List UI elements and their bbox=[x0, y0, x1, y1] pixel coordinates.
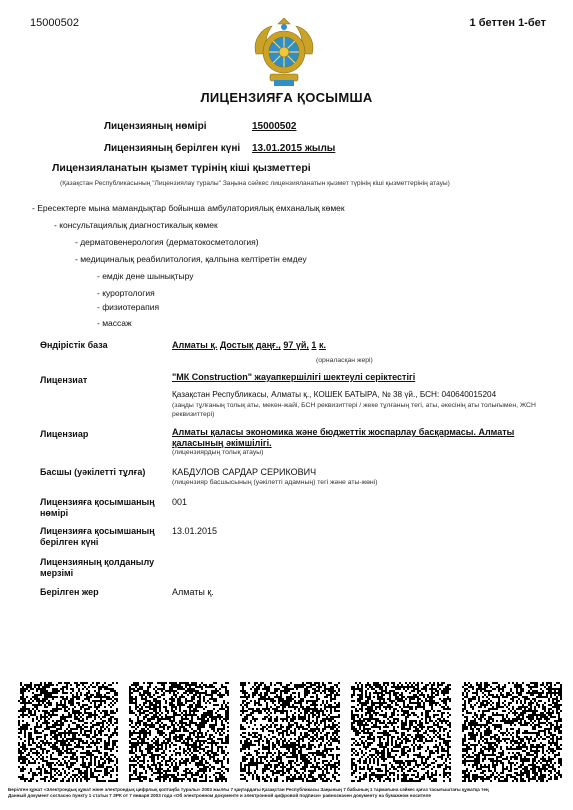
qr-code bbox=[129, 682, 229, 782]
activity-item: - емдік дене шынықтыру bbox=[97, 271, 194, 281]
qr-code bbox=[240, 682, 340, 782]
issue-place-label: Берілген жер bbox=[40, 587, 99, 597]
state-emblem-icon bbox=[248, 18, 320, 88]
licensor-label: Лицензиар bbox=[40, 429, 89, 439]
activity-item: - консультациялық диагностикалық көмек bbox=[54, 220, 218, 230]
qr-code bbox=[462, 682, 562, 782]
activity-item: - медициналық реабилитология, қалпына келтіретін емдеу bbox=[75, 254, 307, 264]
licensor-name: Алматы қаласы экономика және бюджеттік жоспарлау басқармасы. Алматы қаласының әкімшілігі. bbox=[172, 427, 515, 448]
annex-date-value: 13.01.2015 bbox=[172, 526, 218, 536]
qr-code bbox=[351, 682, 451, 782]
production-base-label: Өндірістік база bbox=[40, 340, 108, 350]
annex-date-label: Лицензияға қосымшаның берілген күні bbox=[40, 526, 155, 547]
activity-item: - курортология bbox=[97, 288, 155, 298]
page-info: 1 беттен 1-бет bbox=[469, 17, 546, 29]
activity-title: Лицензияланатын қызмет түрінің кіші қызметтері bbox=[52, 162, 311, 174]
licensee-note: (заңды тұлғаның толық аты, мекен-жайі, БСН реквизиттері / жеке тұлғаның тегі, аты, әкесінің аты толығымен, ЖСН реквизиттері) bbox=[172, 402, 536, 418]
head-note: (лицензияр басшысының (уәкілетті адамның) тегі және аты-жөні) bbox=[172, 479, 378, 486]
head-name: КАБДУЛОВ САРДАР СЕРИКОВИЧ bbox=[172, 467, 317, 477]
activity-item: - Ересектерге мына мамандықтар бойынша амбулаториялық емханалық көмек bbox=[32, 203, 345, 213]
footer-line-kz: Берілген құжат «Электрондық құжат және электрондық цифрлық қолтаңба туралы» 2003 жылғы 7 қаңтардағы Қазақстан Республикасы Заңының 7 бабының 1 тармағына сәйкес қағаз тасығыштағы құжатқа тең bbox=[8, 787, 489, 792]
license-number-value: 15000502 bbox=[252, 121, 297, 132]
license-number-label: Лицензияның нөмірі bbox=[104, 121, 207, 132]
license-date-value: 13.01.2015 жылы bbox=[252, 143, 336, 154]
annex-number-value: 001 bbox=[172, 497, 188, 507]
licensee-label: Лицензиат bbox=[40, 375, 88, 385]
document-number: 15000502 bbox=[30, 17, 79, 29]
licensor-note: (лицензиярдың толық атауы) bbox=[172, 449, 264, 456]
qr-code bbox=[18, 682, 118, 782]
legal-footer bbox=[8, 787, 563, 799]
validity-label: Лицензияның қолданылу мерзімі bbox=[40, 557, 155, 578]
annex-number-label: Лицензияға қосымшаның нөмірі bbox=[40, 497, 155, 518]
issue-place-value: Алматы қ. bbox=[172, 587, 214, 597]
production-base-value: Алматы қ. Достық даңғ., 97 үй, 1 к. bbox=[172, 340, 326, 350]
production-base-note: (орналасқан жері) bbox=[316, 357, 373, 364]
licensee-name: "МК Construction" жауапкершілігі шектеулі серіктестігі bbox=[172, 372, 416, 382]
activity-subtitle: (Қазақстан Республикасының "Лицензиялау туралы" Заңына сәйкес лицензияланатын қызмет түрінің кіші қызметтерінің атауы) bbox=[60, 180, 450, 187]
activity-item: - массаж bbox=[97, 318, 132, 328]
activity-item: - дерматовенерология (дерматокосметология) bbox=[75, 237, 259, 247]
footer-line-ru: Данный документ согласно пункту 1 статьи 7 ЗРК от 7 января 2003 года «Об электронном документе и электронной цифровой подписи» равнозначен документу на бумажном носителе bbox=[8, 793, 431, 798]
license-date-label: Лицензияның берілген күні bbox=[104, 143, 241, 154]
document-title: ЛИЦЕНЗИЯҒА ҚОСЫМША bbox=[200, 90, 373, 105]
activity-item: - физиотерапия bbox=[97, 302, 160, 312]
head-label: Басшы (уәкілетті тұлға) bbox=[40, 467, 146, 477]
licensee-address: Қазақстан Республикасы, Алматы қ., КОШЕК БАТЫРА, № 38 үй., БСН: 040640015204 bbox=[172, 390, 497, 399]
